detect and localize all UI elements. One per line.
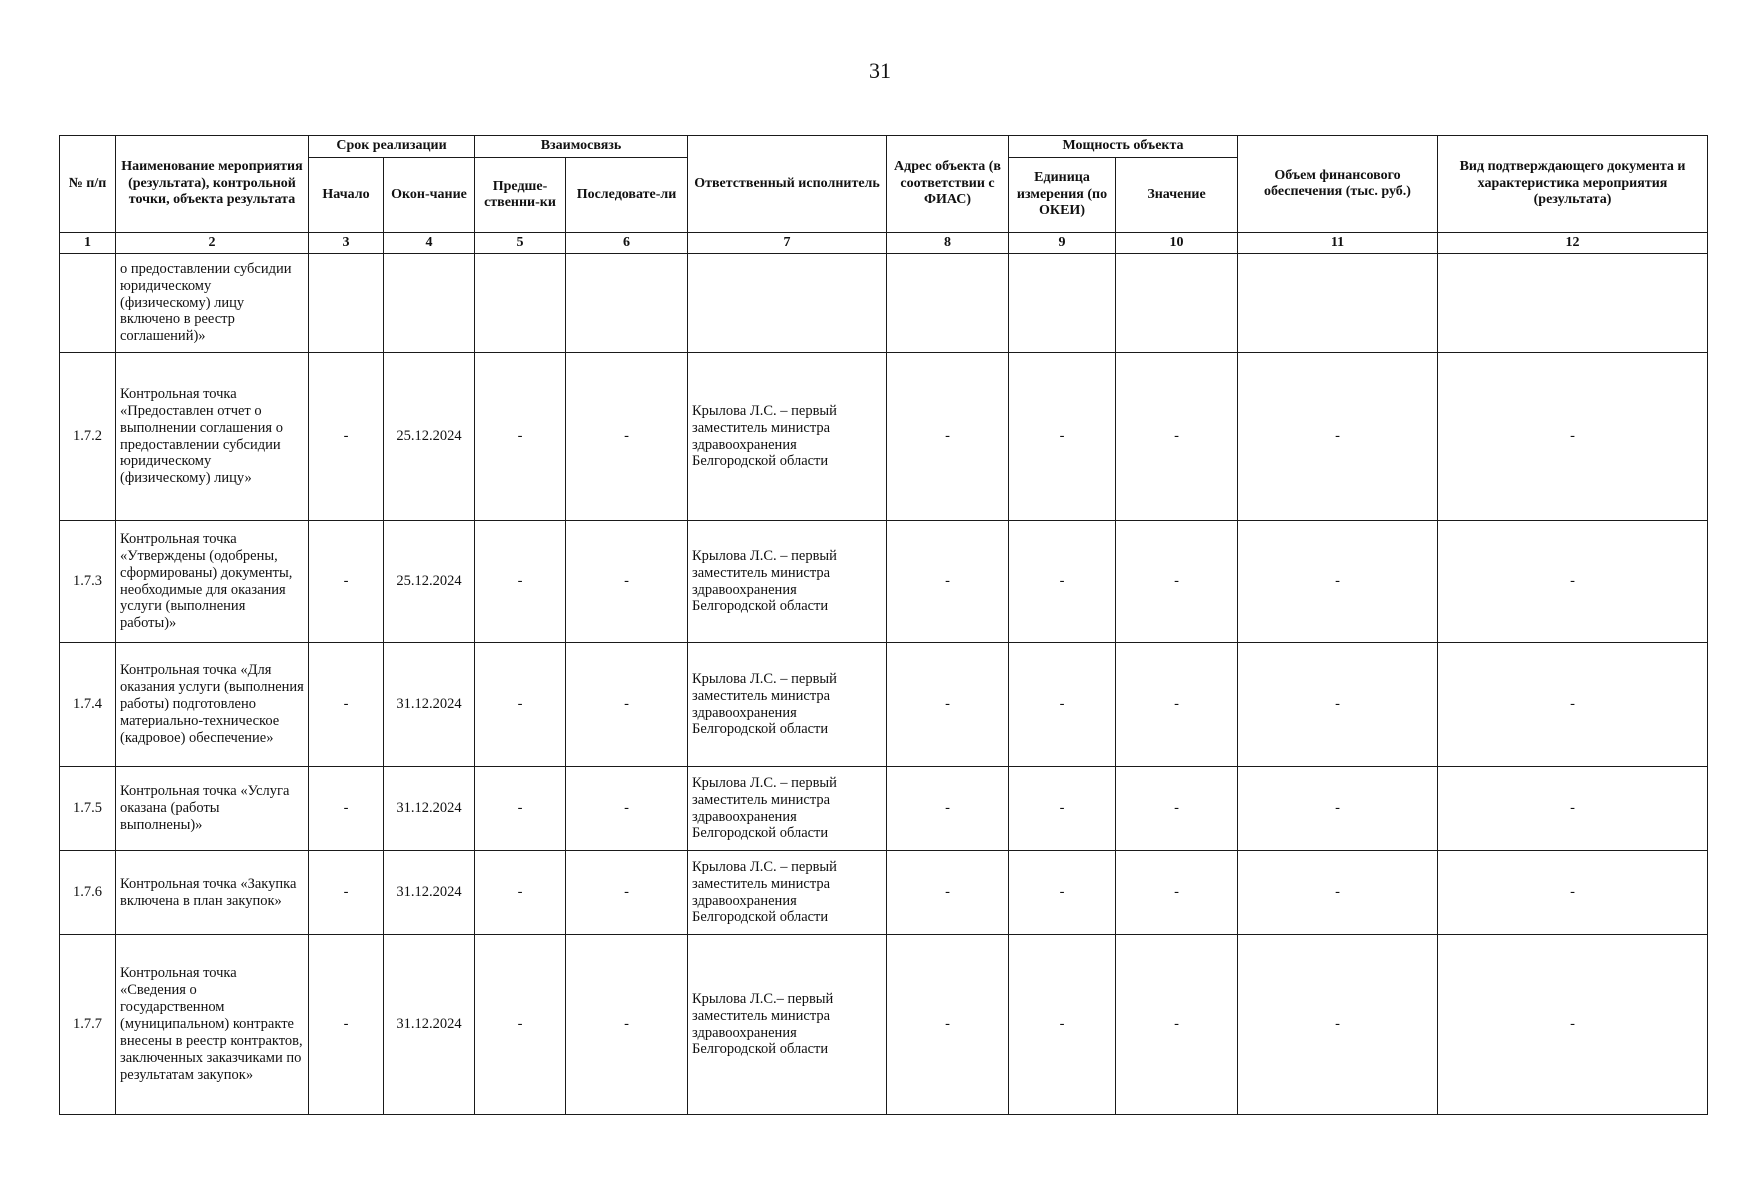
column-number: 6 bbox=[566, 233, 688, 254]
row-value: - bbox=[1116, 643, 1238, 767]
row-value: - bbox=[1116, 851, 1238, 935]
column-number: 7 bbox=[688, 233, 887, 254]
header-executor: Ответственный исполнитель bbox=[688, 136, 887, 233]
row-end bbox=[384, 254, 475, 353]
row-num: 1.7.5 bbox=[60, 767, 116, 851]
row-start: - bbox=[309, 935, 384, 1115]
row-num: 1.7.4 bbox=[60, 643, 116, 767]
row-executor: Крылова Л.С. – первый заместитель министра здравоохранения Белгородской области bbox=[688, 643, 887, 767]
column-number-row bbox=[60, 233, 1708, 254]
row-address: - bbox=[887, 767, 1009, 851]
header-relation: Взаимосвязь bbox=[475, 136, 688, 158]
row-end: 31.12.2024 bbox=[384, 851, 475, 935]
row-num: 1.7.3 bbox=[60, 521, 116, 643]
row-start: - bbox=[309, 353, 384, 521]
row-name: Контрольная точка «Для оказания услуги (выполнения работы) подготовлено материально-техническое (кадровое) обеспечение» bbox=[116, 643, 309, 767]
table-body bbox=[60, 233, 1708, 1115]
row-doc: - bbox=[1438, 935, 1708, 1115]
row-unit: - bbox=[1009, 851, 1116, 935]
row-name: Контрольная точка «Предоставлен отчет о выполнении соглашения о предоставлении субсидии юридическому (физическому) лицу» bbox=[116, 353, 309, 521]
header-predecessors: Предше-ственни-ки bbox=[475, 158, 566, 233]
table-row bbox=[60, 643, 1708, 767]
row-finance: - bbox=[1238, 935, 1438, 1115]
row-name: Контрольная точка «Услуга оказана (работы выполнены)» bbox=[116, 767, 309, 851]
column-number: 2 bbox=[116, 233, 309, 254]
column-number: 9 bbox=[1009, 233, 1116, 254]
row-unit: - bbox=[1009, 353, 1116, 521]
row-end: 25.12.2024 bbox=[384, 353, 475, 521]
row-predecessors: - bbox=[475, 353, 566, 521]
table-row bbox=[60, 254, 1708, 353]
column-number: 11 bbox=[1238, 233, 1438, 254]
row-end: 25.12.2024 bbox=[384, 521, 475, 643]
page-number: 31 bbox=[869, 58, 891, 83]
row-doc: - bbox=[1438, 353, 1708, 521]
header-end: Окон-чание bbox=[384, 158, 475, 233]
row-address bbox=[887, 254, 1009, 353]
row-end: 31.12.2024 bbox=[384, 643, 475, 767]
header-num: № п/п bbox=[60, 136, 116, 233]
row-executor: Крылова Л.С.– первый заместитель министра здравоохранения Белгородской области bbox=[688, 935, 887, 1115]
row-successors: - bbox=[566, 767, 688, 851]
row-value: - bbox=[1116, 521, 1238, 643]
row-start: - bbox=[309, 767, 384, 851]
column-number: 12 bbox=[1438, 233, 1708, 254]
column-number: 10 bbox=[1116, 233, 1238, 254]
row-value: - bbox=[1116, 767, 1238, 851]
row-successors: - bbox=[566, 935, 688, 1115]
row-value bbox=[1116, 254, 1238, 353]
header-doc: Вид подтверждающего документа и характеристика мероприятия (результата) bbox=[1438, 136, 1708, 233]
row-predecessors: - bbox=[475, 851, 566, 935]
header-successors: Последовате-ли bbox=[566, 158, 688, 233]
row-address: - bbox=[887, 353, 1009, 521]
row-num bbox=[60, 254, 116, 353]
column-number: 1 bbox=[60, 233, 116, 254]
row-executor: Крылова Л.С. – первый заместитель министра здравоохранения Белгородской области bbox=[688, 851, 887, 935]
header-unit: Единица измерения (по ОКЕИ) bbox=[1009, 158, 1116, 233]
row-name: Контрольная точка «Сведения о государственном (муниципальном) контракте внесены в реестр контрактов, заключенных заказчиками по результатам закупок» bbox=[116, 935, 309, 1115]
row-doc: - bbox=[1438, 521, 1708, 643]
column-number: 5 bbox=[475, 233, 566, 254]
row-executor: Крылова Л.С. – первый заместитель министра здравоохранения Белгородской области bbox=[688, 521, 887, 643]
row-predecessors: - bbox=[475, 521, 566, 643]
plan-table bbox=[59, 135, 1708, 1115]
row-start: - bbox=[309, 521, 384, 643]
row-unit: - bbox=[1009, 521, 1116, 643]
row-executor: Крылова Л.С. – первый заместитель министра здравоохранения Белгородской области bbox=[688, 353, 887, 521]
row-name: Контрольная точка «Утверждены (одобрены, сформированы) документы, необходимые для оказания услуги (выполнения работы)» bbox=[116, 521, 309, 643]
header-finance: Объем финансового обеспечения (тыс. руб.) bbox=[1238, 136, 1438, 233]
row-unit: - bbox=[1009, 643, 1116, 767]
row-value: - bbox=[1116, 353, 1238, 521]
row-address: - bbox=[887, 851, 1009, 935]
row-num: 1.7.2 bbox=[60, 353, 116, 521]
row-predecessors: - bbox=[475, 935, 566, 1115]
table-header bbox=[60, 136, 1708, 233]
row-address: - bbox=[887, 935, 1009, 1115]
row-unit bbox=[1009, 254, 1116, 353]
header-address: Адрес объекта (в соответствии с ФИАС) bbox=[887, 136, 1009, 233]
row-start: - bbox=[309, 851, 384, 935]
row-predecessors: - bbox=[475, 643, 566, 767]
row-end: 31.12.2024 bbox=[384, 767, 475, 851]
row-name: Контрольная точка «Закупка включена в план закупок» bbox=[116, 851, 309, 935]
row-unit: - bbox=[1009, 935, 1116, 1115]
row-predecessors bbox=[475, 254, 566, 353]
row-finance: - bbox=[1238, 643, 1438, 767]
column-number: 8 bbox=[887, 233, 1009, 254]
header-capacity: Мощность объекта bbox=[1009, 136, 1238, 158]
header-start: Начало bbox=[309, 158, 384, 233]
row-start: - bbox=[309, 643, 384, 767]
table-row bbox=[60, 935, 1708, 1115]
row-start bbox=[309, 254, 384, 353]
header-name: Наименование мероприятия (результата), контрольной точки, объекта результата bbox=[116, 136, 309, 233]
column-number: 4 bbox=[384, 233, 475, 254]
row-num: 1.7.7 bbox=[60, 935, 116, 1115]
row-address: - bbox=[887, 521, 1009, 643]
row-executor bbox=[688, 254, 887, 353]
row-finance bbox=[1238, 254, 1438, 353]
row-finance: - bbox=[1238, 353, 1438, 521]
row-finance: - bbox=[1238, 767, 1438, 851]
row-finance: - bbox=[1238, 851, 1438, 935]
row-executor: Крылова Л.С. – первый заместитель министра здравоохранения Белгородской области bbox=[688, 767, 887, 851]
row-doc: - bbox=[1438, 767, 1708, 851]
table-row bbox=[60, 353, 1708, 521]
header-term: Срок реализации bbox=[309, 136, 475, 158]
row-address: - bbox=[887, 643, 1009, 767]
row-finance: - bbox=[1238, 521, 1438, 643]
row-successors: - bbox=[566, 353, 688, 521]
row-doc: - bbox=[1438, 851, 1708, 935]
row-name: о предоставлении субсидии юридическому (физическому) лицу включено в реестр соглашений)» bbox=[116, 254, 309, 353]
row-num: 1.7.6 bbox=[60, 851, 116, 935]
header-value: Значение bbox=[1116, 158, 1238, 233]
row-successors: - bbox=[566, 521, 688, 643]
row-successors: - bbox=[566, 643, 688, 767]
row-successors: - bbox=[566, 851, 688, 935]
row-predecessors: - bbox=[475, 767, 566, 851]
table-row bbox=[60, 851, 1708, 935]
row-successors bbox=[566, 254, 688, 353]
row-end: 31.12.2024 bbox=[384, 935, 475, 1115]
table-row bbox=[60, 521, 1708, 643]
table-row bbox=[60, 767, 1708, 851]
row-value: - bbox=[1116, 935, 1238, 1115]
row-doc: - bbox=[1438, 643, 1708, 767]
column-number: 3 bbox=[309, 233, 384, 254]
row-doc bbox=[1438, 254, 1708, 353]
row-unit: - bbox=[1009, 767, 1116, 851]
